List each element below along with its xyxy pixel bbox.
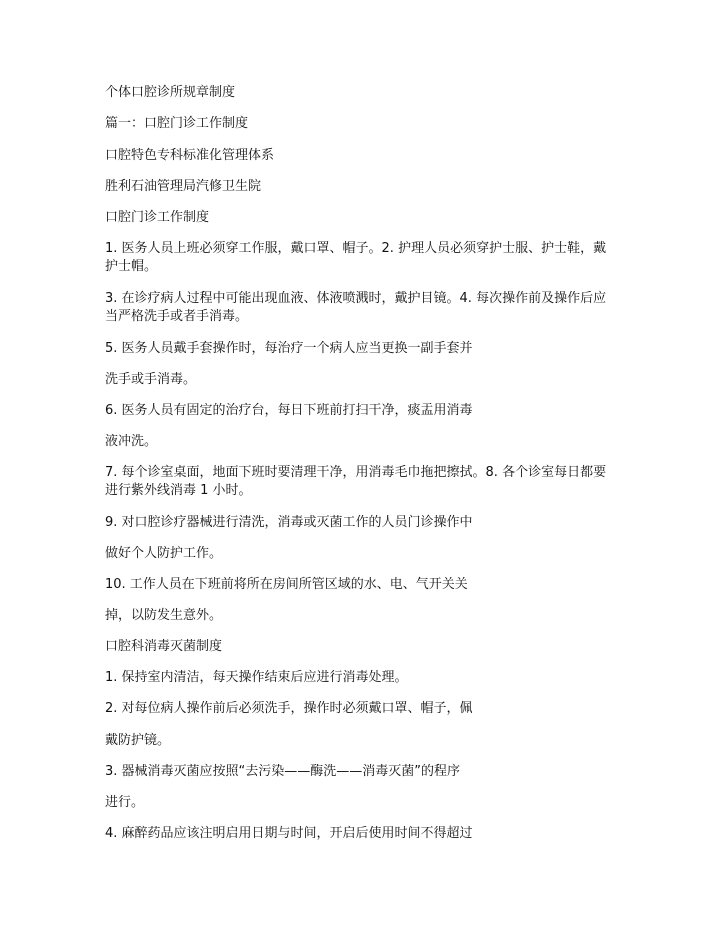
rule-line: 2. 对每位病人操作前后必须洗手，操作时必须戴口罩、帽子，佩 — [105, 701, 473, 716]
rule-line: 6. 医务人员有固定的治疗台，每日下班前打扫干净，痰盂用消毒 — [105, 403, 473, 418]
clinic-rules-heading: 口腔门诊工作制度 — [105, 210, 210, 225]
rule-line: 1. 保持室内清洁，每天操作结束后应进行消毒处理。 — [105, 670, 408, 685]
rule-line: 7. 每个诊室桌面，地面下班时要清理干净，用消毒毛巾拖把擦拭。8. 各个诊室每日都要 — [105, 465, 607, 480]
rule-line: 3. 在诊疗病人过程中可能出现血液、体液喷溅时，戴护目镜。4. 每次操作前及操作后应 — [105, 291, 607, 306]
rule-line: 进行紫外线消毒 1 小时。 — [105, 483, 252, 498]
rule-line: 做好个人防护工作。 — [105, 546, 223, 561]
rule-line: 掉，以防发生意外。 — [105, 608, 223, 623]
rule-line: 当严格洗手或者手消毒。 — [105, 309, 249, 324]
rule-line: 液冲洗。 — [105, 434, 158, 449]
organization-name: 胜利石油管理局汽修卫生院 — [105, 179, 262, 194]
rule-line: 3. 器械消毒灭菌应按照“去污染——酶洗——消毒灭菌”的程序 — [105, 764, 461, 779]
rule-line: 5. 医务人员戴手套操作时，每治疗一个病人应当更换一副手套并 — [105, 341, 473, 356]
rule-line: 9. 对口腔诊疗器械进行清洗，消毒或灭菌工作的人员门诊操作中 — [105, 515, 473, 530]
document-subtitle: 口腔特色专科标准化管理体系 — [105, 148, 275, 163]
rule-line: 1. 医务人员上班必须穿工作服，戴口罩、帽子。2. 护理人员必须穿护士服、护士鞋，戴 — [105, 241, 607, 256]
rule-line: 洗手或手消毒。 — [105, 372, 197, 387]
rule-line: 进行。 — [105, 795, 145, 810]
section-heading: 篇一：口腔门诊工作制度 — [105, 116, 249, 131]
rule-line: 10. 工作人员在下班前将所在房间所管区域的水、电、气开关关 — [105, 577, 468, 592]
document-title: 个体口腔诊所规章制度 — [105, 85, 236, 100]
rule-line: 戴防护镜。 — [105, 733, 171, 748]
disinfection-heading: 口腔科消毒灭菌制度 — [105, 639, 223, 654]
rule-line: 护士帽。 — [105, 259, 158, 274]
rule-line: 4. 麻醉药品应该注明启用日期与时间，开启后使用时间不得超过 — [105, 826, 473, 841]
